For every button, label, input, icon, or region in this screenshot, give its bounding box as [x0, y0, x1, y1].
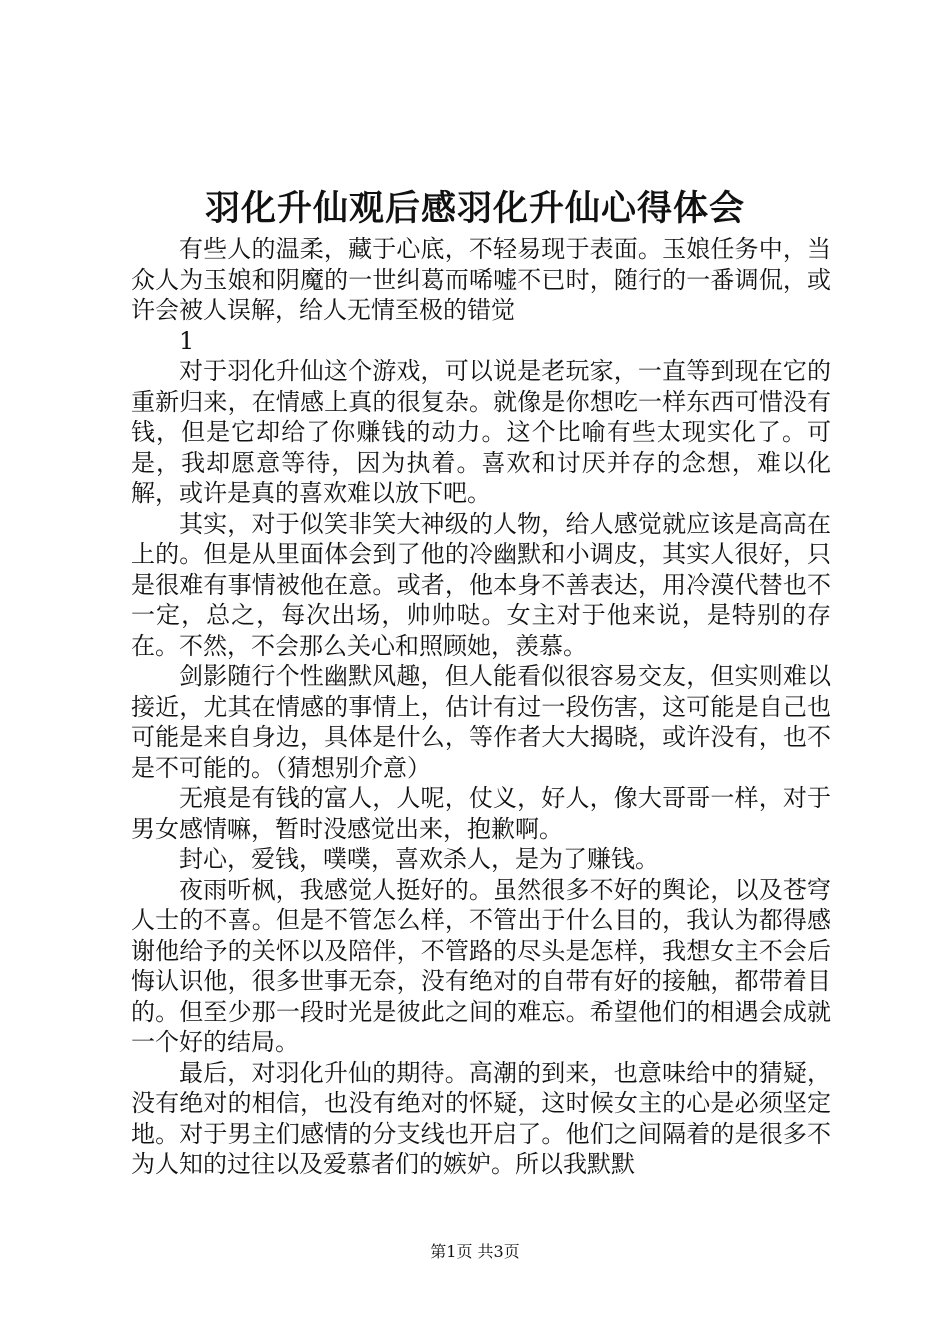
page-footer: 第1页 共3页: [430, 1242, 520, 1261]
paragraph: 对于羽化升仙这个游戏，可以说是老玩家，一直等到现在它的重新归来，在情感上真的很复杂。就像是你想吃一样东西可惜没有钱，但是它却给了你赚钱的动力。这个比喻有些太现实化了。可是，我却愿意等待，因为执着。喜欢和讨厌并存的念想，难以化解，或许是真的喜欢难以放下吧。: [131, 357, 831, 507]
paragraph: 封心，爱钱，噗噗，喜欢杀人，是为了赚钱。: [179, 845, 659, 873]
paragraph: 其实，对于似笑非笑大神级的人物，给人感觉就应该是高高在上的。但是从里面体会到了他的冷幽默和小调皮，其实人很好，只是很难有事情被他在意。或者，他本身不善表达，用冷漠代替也不一定，总之，每次出场，帅帅哒。女主对于他来说，是特别的存在。不然，不会那么关心和照顾她，羡慕。: [131, 509, 831, 660]
paragraph: 无痕是有钱的富人，人呢，仗义，好人，像大哥哥一样，对于男女感情嘛，暂时没感觉出来，抱歉啊。: [131, 784, 831, 843]
paragraph: 夜雨听枫，我感觉人挺好的。虽然很多不好的舆论，以及苍穹人士的不喜。但是不管怎么样，不管出于什么目的，我认为都得感谢他给予的关怀以及陪伴，不管路的尽头是怎样，我想女主不会后悔认识他，很多世事无奈，没有绝对的自带有好的接触，都带着目的。但至少那一段时光是彼此之间的难忘。希望他们的相遇会成就一个好的结局。: [131, 875, 831, 1056]
paragraph-number: 1: [179, 326, 195, 355]
document-title: 羽化升仙观后感羽化升仙心得体会: [204, 188, 745, 229]
document-body: [131, 234, 831, 1180]
paragraph: 最后，对羽化升仙的期待。高潮的到来，也意味给中的猜疑，没有绝对的相信，也没有绝对的怀疑，这时候女主的心是必须坚定地。对于男主们感情的分支线也开启了。他们之间隔着的是很多不为人知的过往以及爱慕者们的嫉妒。所以我默默: [131, 1058, 831, 1178]
paragraph: 有些人的温柔，藏于心底，不轻易现于表面。玉娘任务中，当众人为玉娘和阴魔的一世纠葛而唏嘘不已时，随行的一番调侃，或许会被人误解，给人无情至极的错觉: [131, 235, 831, 324]
paragraph: 剑影随行个性幽默风趣，但人能看似很容易交友，但实则难以接近，尤其在情感的事情上，估计有过一段伤害，这可能是自己也可能是来自身边，具体是什么，等作者大大揭晓，或许没有，也不是不可能的。（猜想别介意）: [131, 662, 831, 782]
